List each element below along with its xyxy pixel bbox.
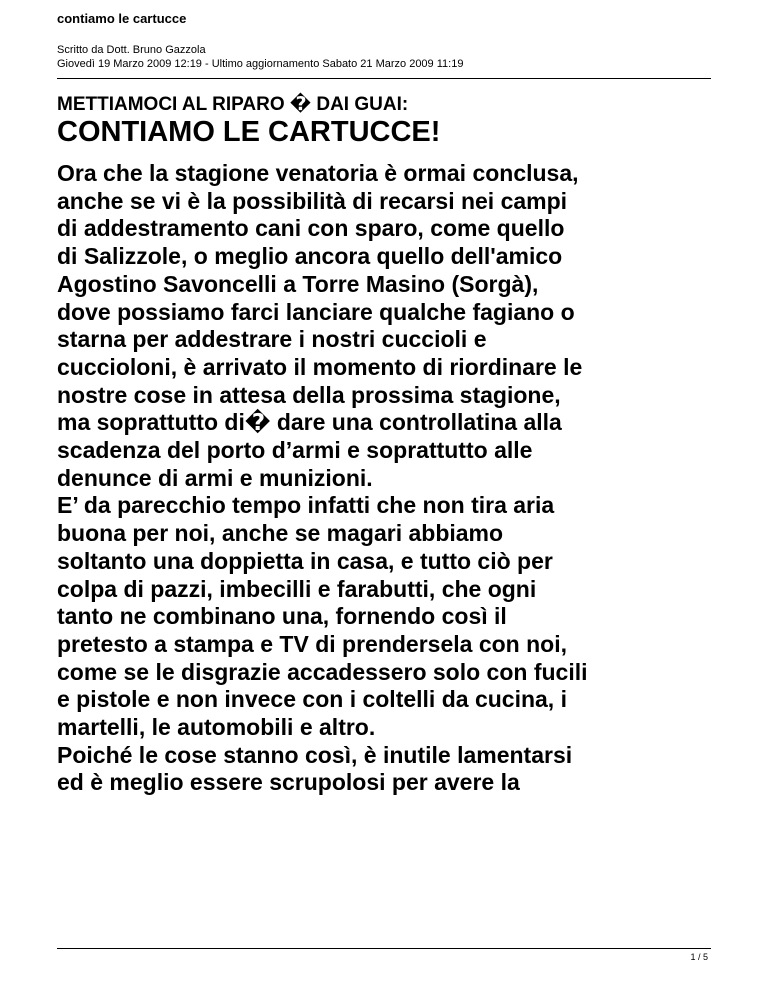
article-kicker: METTIAMOCI AL RIPARO � DAI GUAI:	[57, 94, 409, 115]
document-title: contiamo le cartucce	[57, 11, 187, 26]
article-headline: CONTIAMO LE CARTUCCE!	[57, 116, 441, 148]
article-meta	[57, 43, 463, 71]
body-line: cuccioloni, è arrivato il momento di riordinare le	[57, 353, 583, 380]
body-line: denunce di armi e munizioni.	[57, 464, 373, 491]
date-line: Giovedì 19 Marzo 2009 12:19 - Ultimo aggiornamento Sabato 21 Marzo 2009 11:19	[57, 58, 464, 70]
body-line: nostre cose in attesa della prossima stagione,	[57, 381, 561, 408]
body-line: soltanto una doppietta in casa, e tutto ciò per	[57, 547, 553, 574]
header-divider	[57, 78, 711, 79]
body-line: pretesto a stampa e TV di prendersela con noi,	[57, 630, 567, 657]
body-line: E’ da parecchio tempo infatti che non tira aria	[57, 492, 555, 519]
body-line: Ora che la stagione venatoria è ormai conclusa,	[57, 160, 579, 186]
body-line: di addestramento cani con sparo, come quello	[57, 215, 565, 242]
body-line: buona per noi, anche se magari abbiamo	[57, 520, 504, 547]
body-line: anche se vi è la possibilità di recarsi nei campi	[57, 187, 568, 214]
page-number: 1 / 5	[690, 952, 708, 962]
body-line: scadenza del porto d’armi e soprattutto alle	[57, 437, 533, 464]
body-line: martelli, le automobili e altro.	[57, 714, 376, 741]
body-line: di Salizzole, o meglio ancora quello dell'amico	[57, 243, 563, 270]
body-line: come se le disgrazie accadessero solo con fucili	[57, 658, 588, 685]
author-line: Scritto da Dott. Bruno Gazzola	[57, 44, 206, 56]
body-line: ma soprattutto di� dare una controllatina alla	[57, 409, 562, 436]
footer-divider	[57, 948, 711, 949]
body-line: ed è meglio essere scrupolosi per avere la	[57, 769, 520, 796]
body-line: Agostino Savoncelli a Torre Masino (Sorgà),	[57, 270, 539, 297]
body-line: Poiché le cose stanno così, è inutile lamentarsi	[57, 741, 573, 768]
article-body	[57, 160, 717, 797]
body-line: dove possiamo farci lanciare qualche fagiano o	[57, 298, 575, 325]
body-line: colpa di pazzi, imbecilli e farabutti, che ogni	[57, 575, 537, 602]
body-line: starna per addestrare i nostri cuccioli e	[57, 326, 487, 353]
body-line: tanto ne combinano una, fornendo così il	[57, 603, 507, 630]
body-line: e pistole e non invece con i coltelli da cucina, i	[57, 686, 567, 713]
